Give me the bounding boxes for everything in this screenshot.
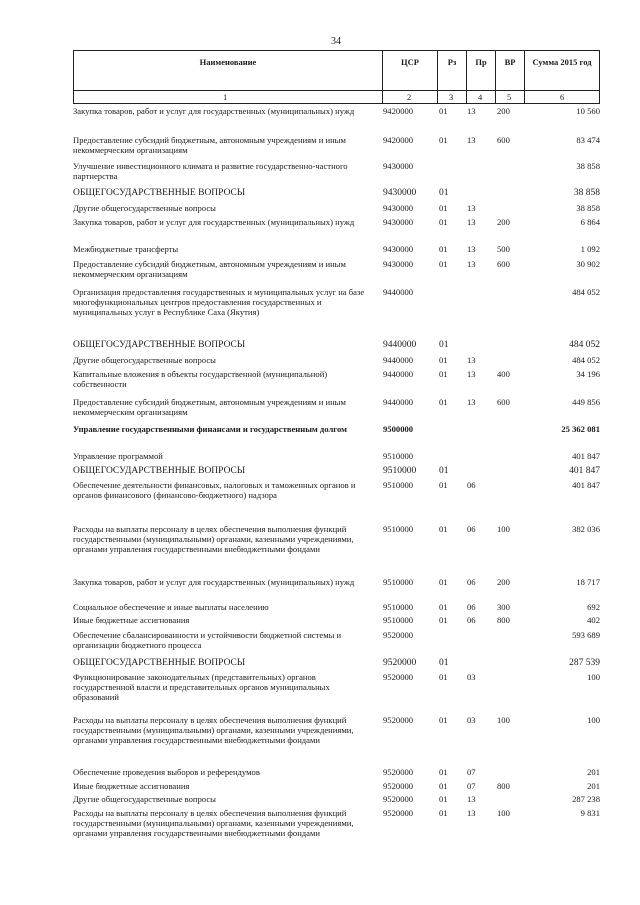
row-sum: 9 831 — [580, 808, 600, 818]
row-pr: 13 — [467, 244, 476, 254]
row-sum: 18 717 — [576, 577, 600, 587]
row-pr: 13 — [467, 397, 476, 407]
row-sum: 1 092 — [580, 244, 600, 254]
row-csr: 9520000 — [383, 767, 414, 777]
row-rz: 01 — [439, 340, 449, 350]
row-rz: 01 — [439, 355, 448, 365]
row-vr: 200 — [497, 577, 510, 587]
row-rz: 01 — [439, 106, 448, 116]
row-csr: 9510000 — [383, 524, 414, 534]
row-csr: 9510000 — [383, 466, 417, 476]
row-name: Социальное обеспечение и иные выплаты населению — [73, 602, 269, 612]
row-name: Расходы на выплаты персоналу в целях обеспечения выполнения функций государственными (муниципальными) органами, казенными учреждениями, органами управления государственными внебюджетными фондами — [73, 524, 354, 554]
row-pr: 07 — [467, 781, 476, 791]
header-csr: ЦСР — [382, 50, 438, 104]
row-rz: 01 — [439, 577, 448, 587]
row-name: Иные бюджетные ассигнования — [73, 781, 190, 791]
header-vr: ВР — [495, 50, 525, 104]
row-pr: 13 — [467, 808, 476, 818]
row-csr: 9430000 — [383, 188, 417, 198]
row-sum: 401 847 — [572, 451, 600, 461]
row-pr: 06 — [467, 615, 476, 625]
row-csr: 9440000 — [383, 369, 414, 379]
row-csr: 9430000 — [383, 244, 414, 254]
row-rz: 01 — [439, 808, 448, 818]
row-csr: 9430000 — [383, 217, 414, 227]
row-rz: 01 — [439, 397, 448, 407]
row-vr: 500 — [497, 244, 510, 254]
row-name: Расходы на выплаты персоналу в целях обеспечения выполнения функций государственными (муниципальными) органами, казенными учреждениями, органами управления государственными внебюджетными фондами — [73, 715, 354, 745]
row-csr: 9520000 — [383, 658, 417, 668]
row-pr: 06 — [467, 577, 476, 587]
row-rz: 01 — [439, 602, 448, 612]
row-vr: 600 — [497, 397, 510, 407]
row-csr: 9420000 — [383, 106, 414, 116]
row-sum: 38 858 — [576, 203, 600, 213]
row-sum: 6 864 — [580, 217, 600, 227]
row-csr: 9440000 — [383, 287, 414, 297]
row-sum: 10 560 — [576, 106, 600, 116]
row-name: Капитальные вложения в объекты государственной (муниципальной) собственности — [73, 369, 328, 389]
row-name: Закупка товаров, работ и услуг для государственных (муниципальных) нужд — [73, 577, 355, 587]
row-name: Обеспечение деятельности финансовых, налоговых и таможенных органов и органов финансового (финансово-бюджетного) надзора — [73, 480, 356, 500]
row-name: Улучшение инвестиционного климата и развитие государственно-частного партнерства — [73, 161, 348, 181]
row-rz: 01 — [439, 794, 448, 804]
row-sum: 38 858 — [573, 188, 600, 198]
row-pr: 07 — [467, 767, 476, 777]
row-csr: 9440000 — [383, 355, 414, 365]
row-name: Закупка товаров, работ и услуг для государственных (муниципальных) нужд — [73, 217, 355, 227]
header-sum: Сумма 2015 год — [524, 50, 600, 104]
row-pr: 13 — [467, 355, 476, 365]
page-number: 34 — [331, 36, 341, 47]
row-pr: 03 — [467, 672, 476, 682]
row-sum: 25 362 081 — [561, 424, 600, 434]
row-name: Управление государственными финансами и государственным долгом — [73, 424, 347, 434]
row-sum: 83 474 — [576, 135, 600, 145]
row-csr: 9440000 — [383, 340, 417, 350]
row-sum: 692 — [587, 602, 600, 612]
row-pr: 13 — [467, 135, 476, 145]
row-rz: 01 — [439, 672, 448, 682]
row-csr: 9430000 — [383, 203, 414, 213]
row-csr: 9500000 — [383, 424, 414, 434]
row-name: Обеспечение проведения выборов и референдумов — [73, 767, 260, 777]
row-rz: 01 — [439, 615, 448, 625]
row-vr: 200 — [497, 217, 510, 227]
row-name: Другие общегосударственные вопросы — [73, 794, 216, 804]
row-vr: 600 — [497, 259, 510, 269]
row-name: Иные бюджетные ассигнования — [73, 615, 190, 625]
col-num-1: 1 — [223, 92, 228, 102]
row-pr: 06 — [467, 524, 476, 534]
row-name: Межбюджетные трансферты — [73, 244, 179, 254]
row-csr: 9510000 — [383, 602, 414, 612]
row-name: ОБЩЕГОСУДАРСТВЕННЫЕ ВОПРОСЫ — [73, 658, 246, 668]
row-sum: 287 238 — [572, 794, 600, 804]
row-name: Организация предоставления государственных и муниципальных услуг на базе многофункциональных центров предоставления государственных и муниципальных услуг в Республике Саха (Якутия) — [73, 287, 365, 317]
row-sum: 401 847 — [572, 480, 600, 490]
row-rz: 01 — [439, 466, 449, 476]
row-vr: 200 — [497, 106, 510, 116]
row-rz: 01 — [439, 259, 448, 269]
row-vr: 100 — [497, 808, 510, 818]
row-csr: 9430000 — [383, 161, 414, 171]
row-rz: 01 — [439, 767, 448, 777]
row-name: Функционирование законодательных (представительных) органов государственной власти и представительных органов муниципальных образований — [73, 672, 330, 702]
col-num-4: 4 — [478, 92, 483, 102]
row-vr: 100 — [497, 524, 510, 534]
row-sum: 593 689 — [572, 630, 600, 640]
row-csr: 9510000 — [383, 451, 414, 461]
row-sum: 402 — [587, 615, 600, 625]
row-vr: 800 — [497, 615, 510, 625]
row-name: Предоставление субсидий бюджетным, автономным учреждениям и иным некоммерческим организациям — [73, 397, 346, 417]
row-sum: 401 847 — [569, 466, 600, 476]
row-sum: 38 858 — [576, 161, 600, 171]
row-name: ОБЩЕГОСУДАРСТВЕННЫЕ ВОПРОСЫ — [73, 466, 246, 476]
row-name: Другие общегосударственные вопросы — [73, 203, 216, 213]
row-pr: 13 — [467, 203, 476, 213]
row-vr: 100 — [497, 715, 510, 725]
row-vr: 300 — [497, 602, 510, 612]
row-csr: 9520000 — [383, 715, 414, 725]
row-pr: 13 — [467, 217, 476, 227]
row-csr: 9430000 — [383, 259, 414, 269]
row-pr: 06 — [467, 602, 476, 612]
row-name: Предоставление субсидий бюджетным, автономным учреждениям и иным некоммерческим организациям — [73, 259, 346, 279]
row-csr: 9510000 — [383, 480, 414, 490]
row-pr: 13 — [467, 106, 476, 116]
row-rz: 01 — [439, 480, 448, 490]
row-pr: 06 — [467, 480, 476, 490]
row-csr: 9510000 — [383, 615, 414, 625]
row-pr: 13 — [467, 794, 476, 804]
row-sum: 201 — [587, 781, 600, 791]
row-sum: 30 902 — [576, 259, 600, 269]
row-vr: 800 — [497, 781, 510, 791]
row-sum: 100 — [587, 715, 600, 725]
row-rz: 01 — [439, 244, 448, 254]
row-sum: 484 052 — [572, 355, 600, 365]
row-pr: 13 — [467, 259, 476, 269]
row-sum: 287 539 — [569, 658, 600, 668]
row-rz: 01 — [439, 781, 448, 791]
row-sum: 449 856 — [572, 397, 600, 407]
row-csr: 9520000 — [383, 672, 414, 682]
row-csr: 9520000 — [383, 808, 414, 818]
row-rz: 01 — [439, 369, 448, 379]
row-csr: 9520000 — [383, 794, 414, 804]
row-csr: 9510000 — [383, 577, 414, 587]
row-vr: 400 — [497, 369, 510, 379]
row-rz: 01 — [439, 715, 448, 725]
col-num-6: 6 — [560, 92, 565, 102]
row-sum: 382 036 — [572, 524, 600, 534]
row-csr: 9440000 — [383, 397, 414, 407]
row-name: Предоставление субсидий бюджетным, автономным учреждениям и иным некоммерческим организациям — [73, 135, 346, 155]
row-sum: 201 — [587, 767, 600, 777]
col-num-2: 2 — [407, 92, 412, 102]
row-rz: 01 — [439, 135, 448, 145]
header-rz: Рз — [437, 50, 467, 104]
row-csr: 9520000 — [383, 781, 414, 791]
row-sum: 100 — [587, 672, 600, 682]
row-name: Другие общегосударственные вопросы — [73, 355, 216, 365]
row-name: Управление программой — [73, 451, 163, 461]
header-pr: Пр — [466, 50, 496, 104]
row-rz: 01 — [439, 188, 449, 198]
row-name: ОБЩЕГОСУДАРСТВЕННЫЕ ВОПРОСЫ — [73, 188, 246, 198]
row-sum: 34 196 — [576, 369, 600, 379]
row-pr: 13 — [467, 369, 476, 379]
row-vr: 600 — [497, 135, 510, 145]
header-name: Наименование — [73, 50, 383, 104]
row-name: ОБЩЕГОСУДАРСТВЕННЫЕ ВОПРОСЫ — [73, 340, 246, 350]
row-pr: 03 — [467, 715, 476, 725]
col-num-5: 5 — [507, 92, 512, 102]
row-csr: 9420000 — [383, 135, 414, 145]
column-number-row — [73, 90, 600, 105]
row-name: Закупка товаров, работ и услуг для государственных (муниципальных) нужд — [73, 106, 355, 116]
col-num-3: 3 — [449, 92, 454, 102]
row-csr: 9520000 — [383, 630, 414, 640]
row-name: Расходы на выплаты персоналу в целях обеспечения выполнения функций государственными (муниципальными) органами, казенными учреждениями, органами управления государственными внебюджетными фондами — [73, 808, 354, 838]
row-name: Обеспечение сбалансированности и устойчивости бюджетной системы и организации бюджетного процесса — [73, 630, 342, 650]
row-rz: 01 — [439, 658, 449, 668]
row-sum: 484 052 — [569, 340, 600, 350]
row-rz: 01 — [439, 524, 448, 534]
row-sum: 484 052 — [572, 287, 600, 297]
row-rz: 01 — [439, 217, 448, 227]
row-rz: 01 — [439, 203, 448, 213]
